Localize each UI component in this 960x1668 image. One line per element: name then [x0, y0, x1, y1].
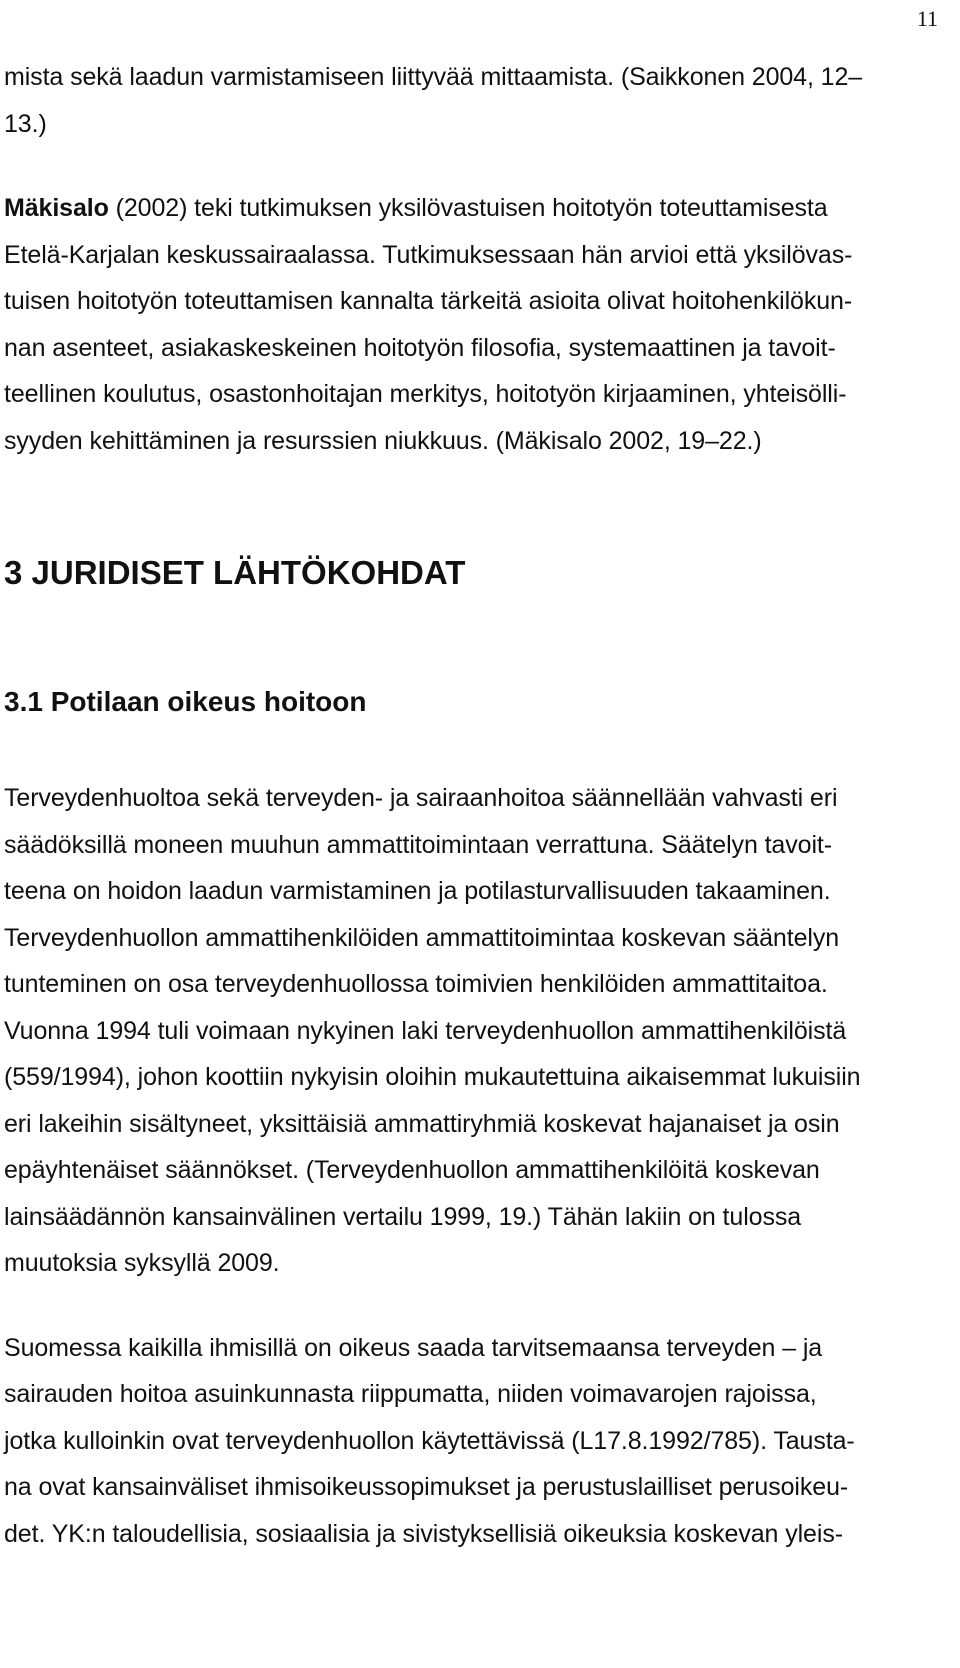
paragraph-makisalo — [4, 185, 954, 464]
paragraph-regulation — [4, 775, 954, 1287]
text-line: tuisen hoitotyön toteuttamisen kannalta tärkeitä asioita olivat hoitohenkilökun- — [4, 287, 853, 315]
text-line — [4, 185, 954, 232]
text-line: mista sekä laadun varmistamiseen liittyvää mittaamista. (Saikkonen 2004, 12– — [4, 63, 863, 91]
text-line: Vuonna 1994 tuli voimaan nykyinen laki terveydenhuollon ammattihenkilöistä — [4, 1016, 847, 1045]
text-line: Terveydenhuollon ammattihenkilöiden ammattitoimintaa koskevan sääntelyn — [4, 923, 840, 952]
page-number: 11 — [916, 6, 938, 31]
text-line: Terveydenhuoltoa sekä terveyden- ja sairaanhoitoa säännellään vahvasti eri — [4, 784, 838, 812]
text-line: teellinen koulutus, osastonhoitajan merkitys, hoitotyön kirjaaminen, yhteisölli- — [4, 380, 847, 408]
section-spacer — [4, 598, 954, 680]
text-line: tunteminen on osa terveydenhuollossa toimivien henkilöiden ammattitaitoa. — [4, 970, 828, 998]
section-spacer — [4, 724, 954, 775]
paragraph-spacer — [4, 147, 954, 185]
section-spacer — [4, 464, 954, 542]
text-line: na ovat kansainväliset ihmisoikeussopimukset ja perustuslailliset perusoikeu- — [4, 1473, 849, 1501]
text-fragment: (2002) teki tutkimuksen yksilövastuisen hoitotyön toteuttamisesta — [108, 194, 828, 222]
text-line: det. YK:n taloudellisia, sosiaalisia ja sivistyksellisiä oikeuksia koskevan yleis- — [4, 1519, 843, 1548]
text-line: Suomessa kaikilla ihmisillä on oikeus saada tarvitsemaansa terveyden – ja — [4, 1333, 823, 1362]
text-line: epäyhtenäiset säännökset. (Terveydenhuollon ammattihenkilöitä koskevan — [4, 1156, 820, 1184]
text-line: syyden kehittäminen ja resurssien niukkuus. (Mäkisalo 2002, 19–22.) — [4, 426, 762, 455]
paragraph-rights — [4, 1325, 954, 1558]
paragraph-saikkonen — [4, 54, 954, 147]
text-line: sairauden hoitoa asuinkunnasta riippumatta, niiden voimavarojen rajoissa, — [4, 1380, 817, 1408]
text-line: eri lakeihin sisältyneet, yksittäisiä ammattiryhmiä koskevat hajanaiset ja osin — [4, 1109, 840, 1138]
text-line: (559/1994), johon koottiin nykyisin oloihin mukautettuina aikaisemmat lukuisiin — [4, 1063, 861, 1091]
section-heading: 3.1 Potilaan oikeus hoitoon — [4, 686, 367, 717]
paragraph-spacer — [4, 1287, 954, 1325]
text-line: 13.) — [4, 109, 47, 138]
text-line: teena on hoidon laadun varmistaminen ja potilasturvallisuuden takaaminen. — [4, 877, 831, 905]
author-name: Mäkisalo — [4, 194, 109, 222]
text-line: nan asenteet, asiakaskeskeinen hoitotyön filosofia, systemaattinen ja tavoit- — [4, 333, 836, 362]
text-line: säädöksillä moneen muuhun ammattitoimintaan verrattuna. Säätelyn tavoit- — [4, 830, 832, 859]
text-line: Etelä-Karjalan keskussairaalassa. Tutkimuksessaan hän arvioi että yksilövas- — [4, 240, 853, 269]
document-body — [4, 54, 954, 1557]
text-line: jotka kulloinkin ovat terveydenhuollon käytettävissä (L17.8.1992/785). Tausta- — [4, 1426, 855, 1455]
chapter-heading: 3 JURIDISET LÄHTÖKOHDAT — [4, 554, 466, 591]
text-line: muutoksia syksyllä 2009. — [4, 1249, 280, 1277]
text-line: lainsäädännön kansainvälinen vertailu 1999, 19.) Tähän lakiin on tulossa — [4, 1202, 802, 1231]
